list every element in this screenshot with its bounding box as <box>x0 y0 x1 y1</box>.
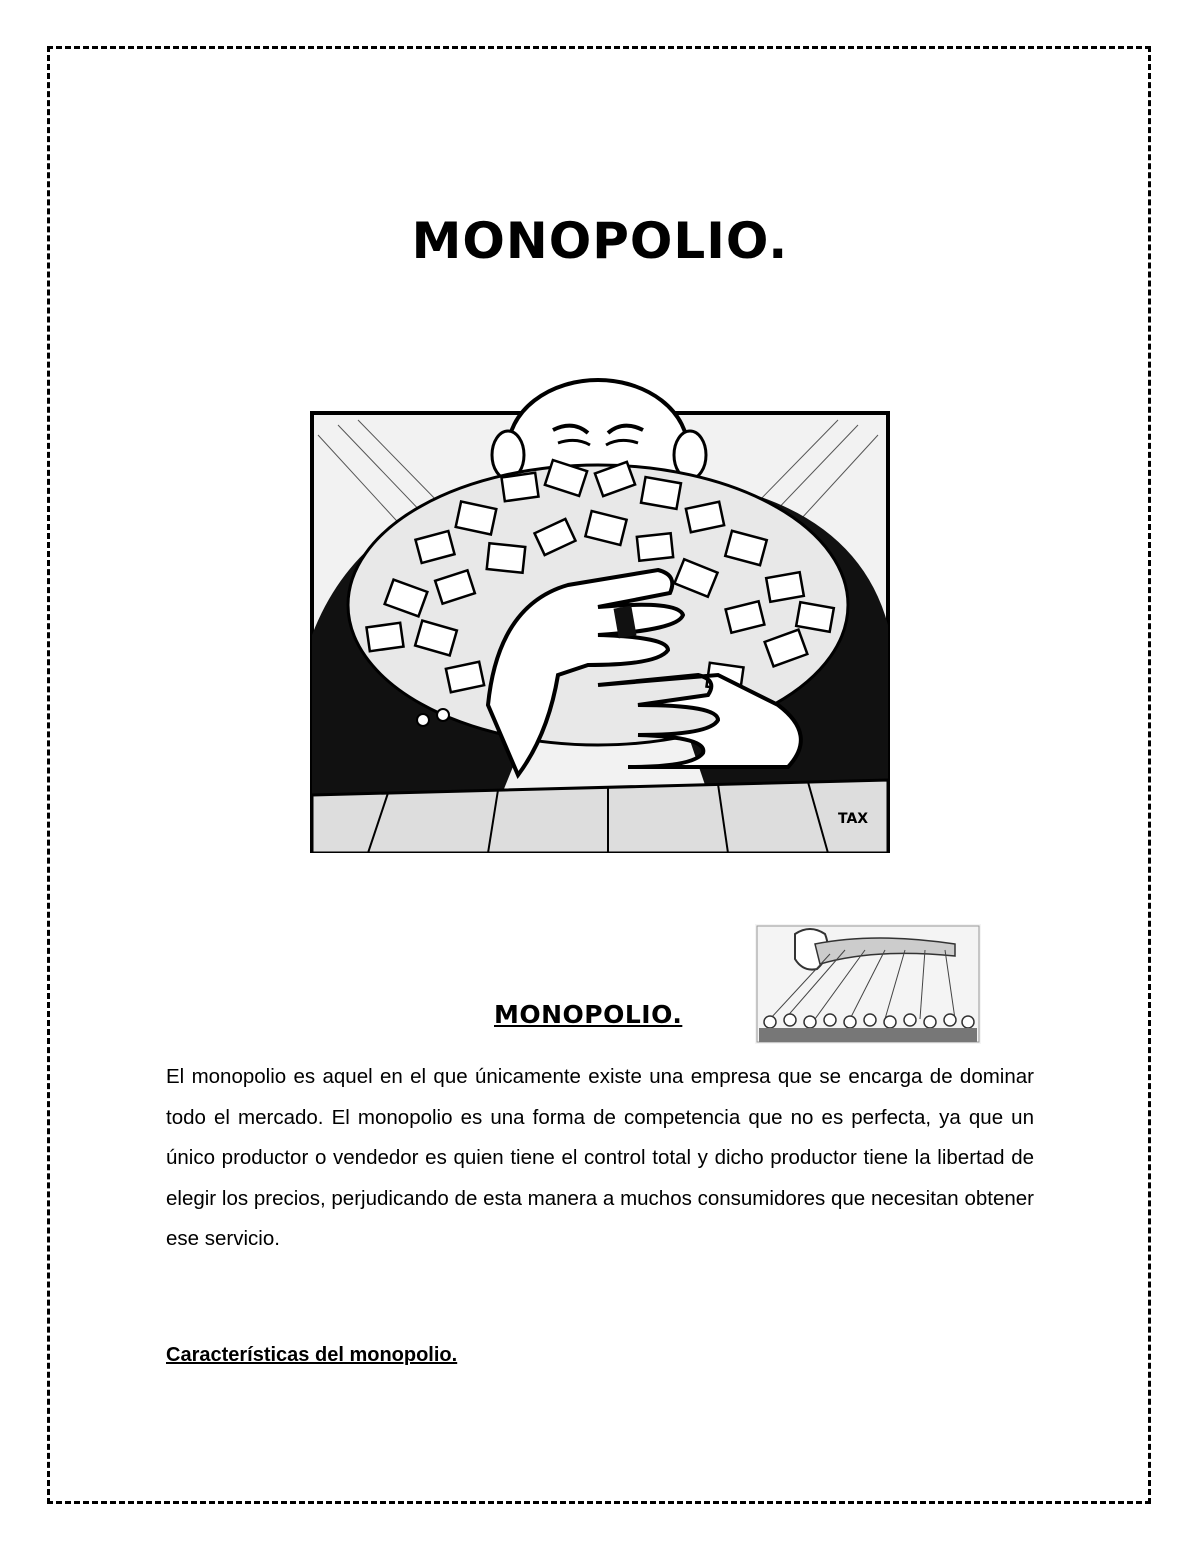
characteristics-heading: Características del monopolio. <box>166 1344 458 1366</box>
monopolist-hoarding-money-cartoon-icon <box>298 375 902 853</box>
main-title: MONOPOLIO. <box>411 212 789 270</box>
tax-label: TAX <box>838 811 869 827</box>
definition-paragraph: El monopolio es aquel en el que únicamente existe una empresa que se encarga de dominar todo el mercado. El monopolio es una forma de competencia que no es perfecta, ya que un único productor o vendedor es quien tiene el control total y dicho productor tiene la libertad de elegir los precios, perjudicando de esta manera a muchos consumidores que necesitan obtener ese servicio. <box>166 1065 1034 1250</box>
section-title: MONOPOLIO. <box>494 1000 683 1029</box>
puppeteer-controlling-people-cartoon-icon <box>755 924 981 1044</box>
